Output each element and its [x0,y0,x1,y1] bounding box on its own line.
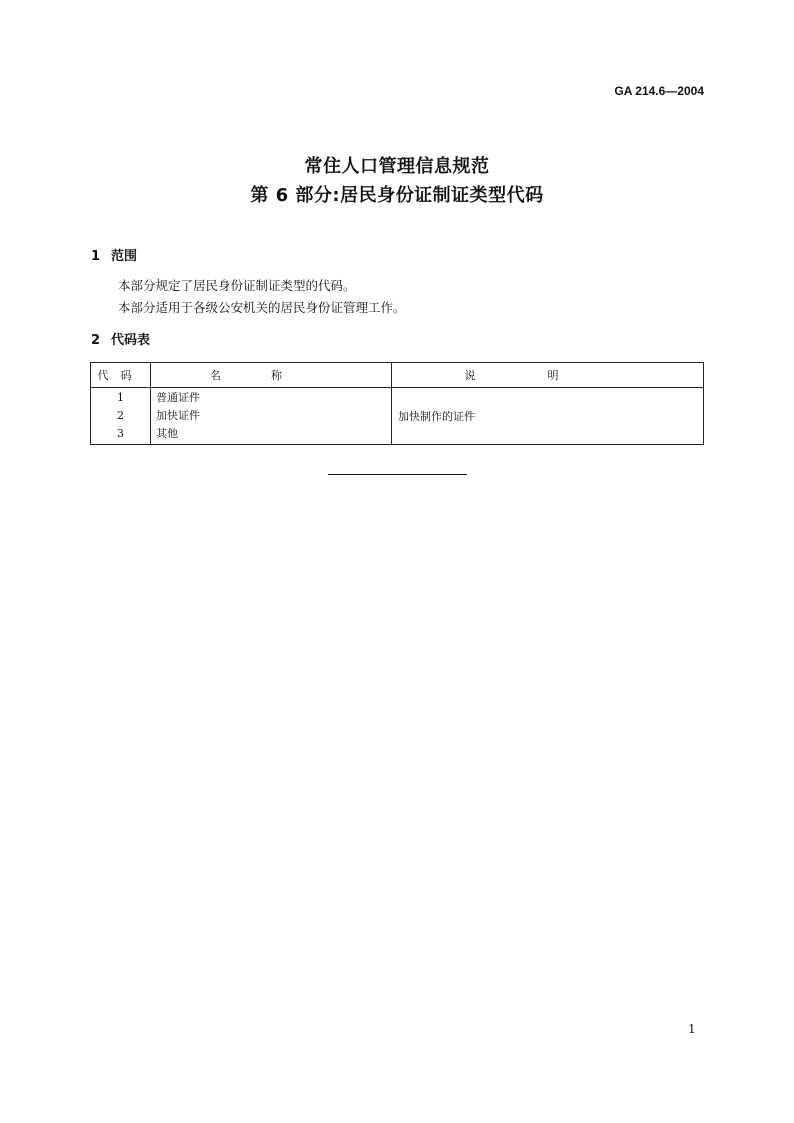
page-title: 常住人口管理信息规范 [304,156,490,177]
section-code-table-heading [91,329,150,348]
code-table [90,362,704,445]
section-number: 2 [91,333,101,348]
page-subtitle: 第 6 部分:居民身份证制证类型代码 [250,185,544,206]
header-description: 说明 [392,363,704,388]
code-cell: 1 2 3 [91,388,151,445]
section-number: 1 [91,249,101,264]
page-number: 1 [688,1022,696,1036]
section-scope-heading [91,245,137,264]
description-cell: 加快制作的证件 [392,388,704,445]
section-title: 代码表 [111,333,151,348]
header-code: 代码 [91,363,151,388]
standard-code: GA 214.6—2004 [614,84,704,98]
header-name: 名称 [151,363,392,388]
name-cell: 普通证件 加快证件 其他 [151,388,392,445]
section-title: 范围 [111,249,138,264]
scope-paragraph: 本部分适用于各级公安机关的居民身份证管理工作。 [118,300,406,315]
end-rule [328,474,467,475]
table-header-row [91,363,704,388]
scope-paragraph: 本部分规定了居民身份证制证类型的代码。 [118,278,356,293]
table-row [91,388,704,445]
